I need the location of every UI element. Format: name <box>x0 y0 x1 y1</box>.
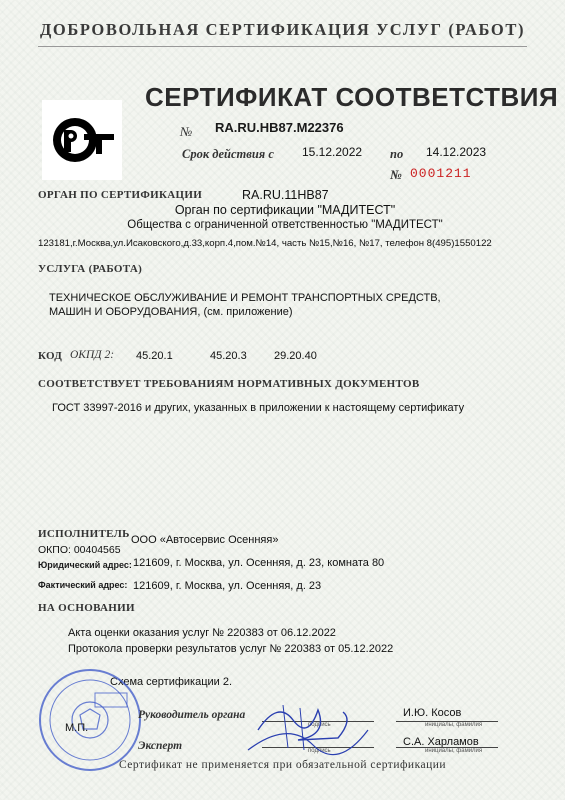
organ-address: 123181,г.Москва,ул.Исаковского,д.33,корп.4,пом.№14, часть №15,№16, №17, телефон 8(495)1550122 <box>38 238 492 249</box>
valid-from: 15.12.2022 <box>302 145 363 159</box>
header-divider <box>38 46 527 47</box>
okpd-code-1: 45.20.1 <box>136 350 173 362</box>
signature-scribble <box>238 690 378 760</box>
serial-number: 0001211 <box>410 166 472 181</box>
expert-label: Эксперт <box>138 740 183 752</box>
program-title: ДОБРОВОЛЬНАЯ СЕРТИФИКАЦИЯ УСЛУГ (РАБОТ) <box>39 20 526 39</box>
expert-signature-caption: подпись <box>308 748 331 754</box>
valid-to: 14.12.2023 <box>426 145 487 159</box>
head-name-caption: инициалы, фамилия <box>425 722 483 728</box>
basis-line-2: Протокола проверки результатов услуг № 220383 от 05.12.2022 <box>68 643 394 655</box>
cert-number-label: № <box>180 124 193 139</box>
legal-address-label: Юридический адрес: <box>38 560 132 570</box>
service-line-2: МАШИН И ОБОРУДОВАНИЯ, (см. приложение) <box>49 306 293 318</box>
okpd-label: ОКПД 2: <box>70 349 115 361</box>
certification-scheme: Схема сертификации 2. <box>110 676 233 688</box>
requirements-label: СООТВЕТСТВУЕТ ТРЕБОВАНИЯМ НОРМАТИВНЫХ ДОКУМЕНТОВ <box>38 378 420 390</box>
expert-name-caption: инициалы, фамилия <box>425 748 483 754</box>
organ-company: Общества с ограниченной ответственностью "МАДИТЕСТ" <box>127 219 443 231</box>
okpd-code-3: 29.20.40 <box>274 350 317 362</box>
serial-label: № <box>390 167 402 182</box>
expert-name: С.А. Харламов <box>403 736 479 748</box>
validity-label: Срок действия с <box>182 147 274 161</box>
organ-name: Орган по сертификации "МАДИТЕСТ" <box>174 203 396 217</box>
validity-to-label: по <box>390 147 404 161</box>
footer-note: Сертификат не применяется при обязательной сертификации <box>118 759 447 771</box>
head-name: И.Ю. Косов <box>403 707 462 719</box>
executor-name: ООО «Автосервис Осенняя» <box>131 534 279 546</box>
executor-label: ИСПОЛНИТЕЛЬ <box>38 528 130 540</box>
actual-address-label: Фактический адрес: <box>38 580 128 590</box>
legal-address: 121609, г. Москва, ул. Осенняя, д. 23, комната 80 <box>133 557 385 569</box>
certificate-title: СЕРТИФИКАТ СООТВЕТСТВИЯ <box>145 82 559 112</box>
basis-label: НА ОСНОВАНИИ <box>38 602 135 614</box>
organ-code: RA.RU.11HB87 <box>242 188 329 202</box>
rst-logo <box>42 100 122 180</box>
organ-label: ОРГАН ПО СЕРТИФИКАЦИИ <box>38 189 203 201</box>
service-label: УСЛУГА (РАБОТА) <box>38 263 143 275</box>
cert-number: RA.RU.HB87.M22376 <box>215 120 344 135</box>
service-line-1: ТЕХНИЧЕСКОЕ ОБСЛУЖИВАНИЕ И РЕМОНТ ТРАНСПОРТНЫХ СРЕДСТВ, <box>49 292 441 304</box>
executor-okpo: ОКПО: 00404565 <box>38 544 121 556</box>
code-label: КОД <box>38 350 63 362</box>
okpd-code-2: 45.20.3 <box>210 350 247 362</box>
requirements-text: ГОСТ 33997-2016 и других, указанных в приложении к настоящему сертификату <box>52 402 465 414</box>
actual-address: 121609, г. Москва, ул. Осенняя, д. 23 <box>133 580 322 592</box>
seal-place-mark: М.П. <box>65 722 89 734</box>
basis-line-1: Акта оценки оказания услуг № 220383 от 06.12.2022 <box>68 627 336 639</box>
head-label: Руководитель органа <box>138 709 246 721</box>
head-signature-caption: подпись <box>308 722 331 728</box>
